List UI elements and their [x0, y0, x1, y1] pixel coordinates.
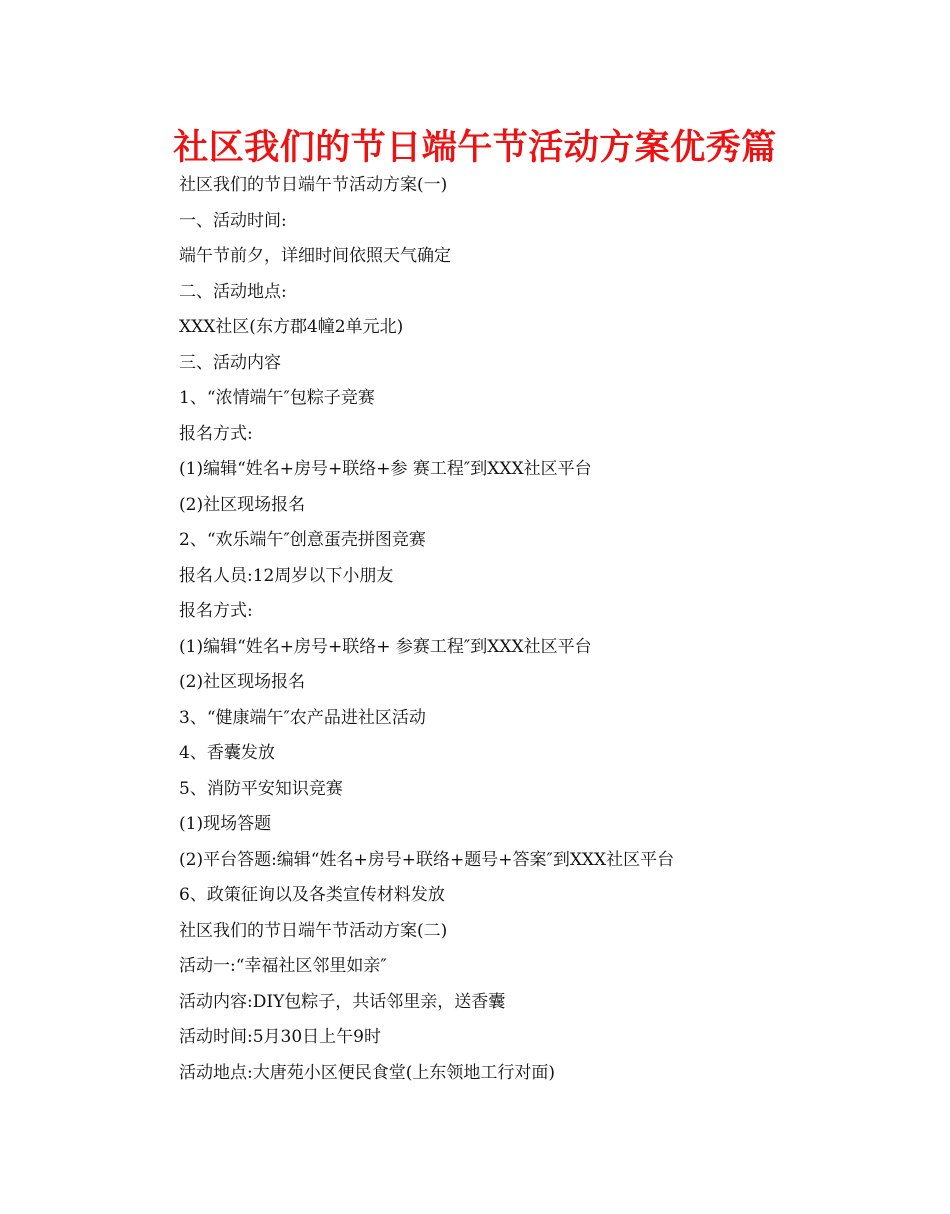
- heading-activity-location: 二、活动地点:: [179, 281, 287, 302]
- item-zongzi-contest: 1、“浓情端午″包粽子竞赛: [179, 388, 375, 408]
- label-registration-method-2: 报名方式:: [179, 601, 253, 621]
- item-farm-products: 3、“健康端午″农产品进社区活动: [179, 707, 426, 728]
- text-registration-sms-2: (1)编辑“姓名+房号+联络+ 参赛工程″到XXX社区平台: [179, 636, 592, 657]
- document-title: 社区我们的节日端午节活动方案优秀篇: [173, 128, 777, 168]
- text-platform-quiz: (2)平台答题:编辑“姓名+房号+联络+题号+答案″到XXX社区平台: [179, 849, 675, 870]
- item-sachet-distribution: 4、香囊发放: [179, 743, 275, 763]
- item-eggshell-puzzle-contest: 2、“欢乐端午″创意蛋壳拼图竞赛: [179, 530, 426, 550]
- item-fire-safety-quiz: 5、消防平安知识竞赛: [179, 778, 343, 799]
- text-registration-sms: (1)编辑“姓名+房号+联络+参 赛工程″到XXX社区平台: [179, 459, 592, 479]
- section-heading-plan-two: 社区我们的节日端午节活动方案(二): [179, 920, 448, 941]
- heading-activity-one: 活动一:“幸福社区邻里如亲″: [179, 956, 387, 976]
- text-activity-one-content: 活动内容:DIY包粽子，共话邻里亲，送香囊: [179, 991, 506, 1012]
- label-registration-method: 报名方式:: [179, 423, 253, 444]
- text-activity-time: 端午节前夕，详细时间依照天气确定: [179, 246, 451, 266]
- text-activity-one-time: 活动时间:5月30日上午9时: [179, 1027, 381, 1047]
- text-registration-eligibility: 报名人员:12周岁以下小朋友: [179, 565, 394, 586]
- text-onsite-quiz: (1)现场答题: [179, 814, 272, 834]
- heading-activity-time: 一、活动时间:: [179, 210, 287, 231]
- text-registration-onsite: (2)社区现场报名: [179, 494, 306, 515]
- document-body: [179, 168, 879, 1091]
- text-activity-one-location: 活动地点:大唐苑小区便民食堂(上东领地工行对面): [179, 1062, 555, 1083]
- text-registration-onsite-2: (2)社区现场报名: [179, 672, 306, 692]
- section-heading-plan-one: 社区我们的节日端午节活动方案(一): [179, 175, 448, 195]
- heading-activity-content: 三、活动内容: [179, 352, 281, 373]
- item-policy-consultation: 6、政策征询以及各类宣传材料发放: [179, 885, 445, 905]
- text-activity-location: XXX社区(东方郡4幢2单元北): [179, 317, 404, 337]
